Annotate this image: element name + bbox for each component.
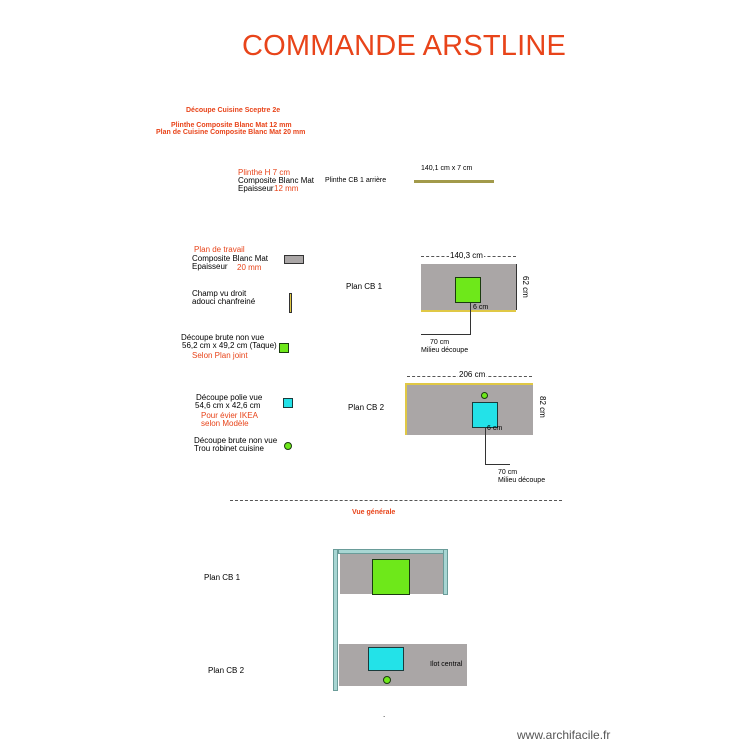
plan1-depth: 62 cm bbox=[521, 276, 530, 298]
cut-tap-line-1: Découpe brute non vue bbox=[194, 436, 278, 445]
hob-swatch bbox=[279, 343, 289, 353]
cut-sink-note-1: Pour évier IKEA bbox=[201, 411, 258, 420]
plan2-center-label: Milieu découpe bbox=[498, 477, 546, 484]
plan1-center-line bbox=[470, 303, 471, 335]
worktop-thickness-value: 20 mm bbox=[237, 263, 262, 272]
cut-sink-note-2: selon Modèle bbox=[201, 419, 249, 428]
plinthe-thickness-label: Epaisseur bbox=[238, 184, 274, 193]
plan1-center-dimension bbox=[421, 334, 470, 335]
plan1-center-distance: 70 cm bbox=[430, 339, 450, 346]
edge-line-2: adouci chanfreiné bbox=[192, 297, 256, 306]
header-line-3: Plan de Cuisine Composite Blanc Mat 20 mm bbox=[156, 129, 306, 136]
plan2-center-line bbox=[485, 428, 486, 464]
plan2-offset: 6 cm bbox=[487, 425, 503, 432]
header-line-1: Découpe Cuisine Sceptre 2e bbox=[186, 107, 281, 114]
overview-tap-hole bbox=[383, 676, 391, 684]
cut-hob-line-1: Découpe brute non vue bbox=[181, 333, 265, 342]
worktop-material: Composite Blanc Mat bbox=[192, 254, 269, 263]
cut-sink-line-1: Découpe polie vue bbox=[196, 393, 263, 402]
plan1-hob-cutout bbox=[455, 277, 481, 303]
tap-swatch bbox=[284, 442, 292, 450]
plan2-worktop bbox=[407, 385, 533, 435]
plan2-center-dimension bbox=[485, 464, 510, 465]
sink-swatch bbox=[283, 398, 293, 408]
worktop-thickness-label: Epaisseur bbox=[192, 262, 228, 271]
overview-plan2-label: Plan CB 2 bbox=[208, 666, 245, 675]
edge-swatch bbox=[289, 293, 292, 313]
plinthe-title: Plinthe H 7 cm bbox=[238, 168, 291, 177]
worktop-title: Plan de travail bbox=[194, 245, 245, 254]
overview-title: Vue générale bbox=[352, 509, 396, 516]
plan1-center-label: Milieu découpe bbox=[421, 347, 469, 354]
overview-island-label: Ilot central bbox=[430, 661, 463, 668]
cut-hob-line-2: 56,2 cm x 49,2 cm (Taque) bbox=[182, 341, 277, 350]
plan1-width: 140,3 cm bbox=[450, 251, 483, 260]
watermark[interactable]: www.archifacile.fr bbox=[517, 728, 611, 742]
cut-tap-line-2: Trou robinet cuisine bbox=[194, 444, 264, 453]
plan2-center-distance: 70 cm bbox=[498, 469, 518, 476]
overview-plan1-label: Plan CB 1 bbox=[204, 573, 241, 582]
header-line-2: Plinthe Composite Blanc Mat 12 mm bbox=[171, 122, 292, 129]
page-title: COMMANDE ARSTLINE bbox=[242, 30, 567, 62]
plan1-side bbox=[516, 264, 517, 310]
plinthe-thickness-value: 12 mm bbox=[274, 184, 299, 193]
overview-left-wall bbox=[333, 549, 338, 691]
overview-right-wall bbox=[443, 549, 448, 595]
cut-sink-line-2: 54,6 cm x 42,6 cm bbox=[195, 401, 261, 410]
plan1-label: Plan CB 1 bbox=[346, 282, 383, 291]
plan2-tap-hole bbox=[481, 392, 488, 399]
plan2-depth: 82 cm bbox=[538, 396, 547, 418]
plan2-width: 206 cm bbox=[459, 370, 486, 379]
plinthe-size: 140,1 cm x 7 cm bbox=[421, 165, 473, 172]
overview-dot: . bbox=[383, 710, 386, 719]
plan2-label: Plan CB 2 bbox=[348, 403, 385, 412]
plinthe-strip bbox=[414, 180, 494, 183]
plinthe-material: Composite Blanc Mat bbox=[238, 176, 315, 185]
overview-hob-cutout bbox=[372, 559, 410, 595]
plinthe-cb-label: Plinthe CB 1 arrière bbox=[325, 177, 387, 184]
overview-sink-cutout bbox=[368, 647, 404, 671]
plan1-offset: 6 cm bbox=[473, 304, 489, 311]
worktop-swatch bbox=[284, 255, 304, 264]
edge-line-1: Champ vu droit bbox=[192, 289, 247, 298]
cut-hob-note: Selon Plan joint bbox=[192, 351, 248, 360]
plan1-edge bbox=[421, 310, 516, 312]
section-separator bbox=[230, 500, 562, 501]
